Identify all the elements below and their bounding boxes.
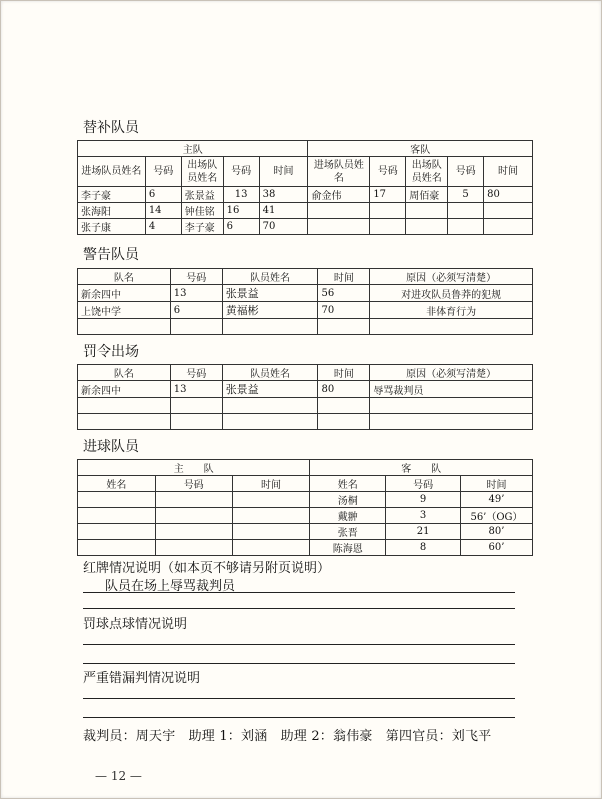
cell: [232, 540, 310, 556]
cell: 5: [448, 187, 484, 203]
cell: 李子豪: [78, 187, 146, 203]
cell: 9: [386, 492, 461, 508]
cell: [232, 492, 310, 508]
cell: 张子康: [78, 219, 146, 235]
cell: [78, 540, 156, 556]
divider-line: [83, 698, 515, 699]
errors-title: 严重错漏判情况说明: [83, 671, 201, 686]
cell: [484, 203, 533, 219]
cell: [484, 219, 533, 235]
cell: [78, 508, 156, 524]
cell: [170, 398, 222, 414]
cell: 李子豪: [181, 219, 223, 235]
cell: 张景益: [181, 187, 223, 203]
cell: [78, 319, 171, 335]
cell: [406, 219, 448, 235]
cell: 非体育行为: [370, 302, 533, 319]
cell: 张海阳: [78, 203, 146, 219]
away-team-header: 客 队: [310, 460, 533, 476]
substitutes-table: [77, 140, 533, 235]
substitutes-title: 替补队员: [83, 120, 139, 136]
col-reason: 原因（必须写清楚）: [370, 269, 533, 285]
cell: 3: [386, 508, 461, 524]
col-team: 队名: [78, 269, 171, 285]
cell: 周佰豪: [406, 187, 448, 203]
col-player: 队员姓名: [222, 365, 318, 381]
col-in-player: 进场队员姓名: [78, 157, 146, 187]
cell: 41: [259, 203, 308, 219]
col-time: 时间: [484, 157, 533, 187]
divider-line: [83, 717, 515, 718]
cell: [318, 414, 370, 430]
table-row: [78, 319, 533, 335]
cell: 黄福彬: [222, 302, 318, 319]
cell: 49’: [461, 492, 533, 508]
cell: [78, 524, 156, 540]
cell: [78, 414, 171, 430]
cell: 新余四中: [78, 381, 171, 398]
cell: 13: [170, 285, 222, 302]
penalty-title: 罚球点球情况说明: [83, 617, 188, 632]
cell: 80’: [461, 524, 533, 540]
col-time: 时间: [318, 365, 370, 381]
cell: 70: [318, 302, 370, 319]
col-team: 队名: [78, 365, 171, 381]
col-out-player: 出场队员姓名: [406, 157, 448, 187]
col-name: 姓名: [78, 476, 156, 492]
cell: [155, 492, 232, 508]
red-card-title: 红牌情况说明（如本页不够请另附页说明）: [83, 561, 331, 576]
cell: [318, 319, 370, 335]
cell: 6: [170, 302, 222, 319]
col-time: 时间: [318, 269, 370, 285]
red-card-text: 队员在场上辱骂裁判员: [105, 579, 236, 594]
cell: [370, 414, 533, 430]
cell: 新余四中: [78, 285, 171, 302]
sendoffs-table: [77, 364, 533, 430]
cell: [406, 203, 448, 219]
cell: [370, 398, 533, 414]
cell: 俞金伟: [308, 187, 370, 203]
cell: [155, 540, 232, 556]
cell: 8: [386, 540, 461, 556]
cell: 14: [145, 203, 181, 219]
cell: [78, 398, 171, 414]
table-row: [78, 285, 533, 302]
cell: [155, 524, 232, 540]
col-player: 队员姓名: [222, 269, 318, 285]
cell: [222, 414, 318, 430]
divider-line: [83, 644, 515, 645]
table-row: [78, 381, 533, 398]
table-row: [78, 398, 533, 414]
cell: [448, 219, 484, 235]
cell: [232, 524, 310, 540]
table-row: [78, 414, 533, 430]
table-row: [78, 540, 533, 556]
table-row: [78, 219, 533, 235]
col-out-player: 出场队员姓名: [181, 157, 223, 187]
cautions-table: [77, 268, 533, 335]
cell: 13: [223, 187, 259, 203]
cell: [370, 203, 406, 219]
cell: 21: [386, 524, 461, 540]
cell: 辱骂裁判员: [370, 381, 533, 398]
col-out-number: 号码: [223, 157, 259, 187]
cell: [155, 508, 232, 524]
cell: 80: [484, 187, 533, 203]
divider-line: [83, 663, 515, 664]
col-name: 姓名: [310, 476, 386, 492]
cell: 16: [223, 203, 259, 219]
cell: 张晋: [310, 524, 386, 540]
col-number: 号码: [170, 269, 222, 285]
cell: 38: [259, 187, 308, 203]
cell: 张景益: [222, 285, 318, 302]
cell: [170, 414, 222, 430]
cell: 80: [318, 381, 370, 398]
cell: 汤桐: [310, 492, 386, 508]
cell: 戴翀: [310, 508, 386, 524]
cell: [308, 203, 370, 219]
table-row: [78, 492, 533, 508]
cell: 4: [145, 219, 181, 235]
home-team-header: 主 队: [78, 460, 310, 476]
col-time: 时间: [461, 476, 533, 492]
cell: 上饶中学: [78, 302, 171, 319]
col-time: 时间: [232, 476, 310, 492]
goals-title: 进球队员: [83, 439, 139, 455]
cell: [370, 219, 406, 235]
col-in-number: 号码: [145, 157, 181, 187]
cell: 60’: [461, 540, 533, 556]
table-row: [78, 508, 533, 524]
cell: [318, 398, 370, 414]
divider-line: [83, 592, 515, 593]
table-row: [78, 203, 533, 219]
cell: 56: [318, 285, 370, 302]
cell: 17: [370, 187, 406, 203]
col-number: 号码: [170, 365, 222, 381]
cell: [232, 508, 310, 524]
cell: 56’（OG）: [461, 508, 533, 524]
cell: [448, 203, 484, 219]
cell: 13: [170, 381, 222, 398]
col-out-number: 号码: [448, 157, 484, 187]
col-number: 号码: [386, 476, 461, 492]
goals-table: [77, 459, 533, 556]
col-number: 号码: [155, 476, 232, 492]
page-number: — 12 —: [95, 769, 142, 783]
cell: [308, 219, 370, 235]
cell: 陈海恩: [310, 540, 386, 556]
cell: [170, 319, 222, 335]
cautions-title: 警告队员: [83, 247, 139, 263]
table-row: [78, 524, 533, 540]
col-in-player: 进场队员姓名: [308, 157, 370, 187]
table-row: [78, 187, 533, 203]
cell: 6: [145, 187, 181, 203]
cell: [222, 398, 318, 414]
cell: [222, 319, 318, 335]
sendoffs-title: 罚令出场: [83, 344, 139, 360]
cell: 张景益: [222, 381, 318, 398]
table-row: [78, 302, 533, 319]
cell: 对进攻队员鲁莽的犯规: [370, 285, 533, 302]
cell: [370, 319, 533, 335]
cell: [78, 492, 156, 508]
home-team-header: 主队: [78, 141, 308, 157]
cell: 6: [223, 219, 259, 235]
officials-line: 裁判员：周天宇 助理 1：刘涵 助理 2：翁伟豪 第四官员：刘飞平: [83, 729, 492, 744]
cell: 70: [259, 219, 308, 235]
divider-line: [83, 608, 515, 609]
col-reason: 原因（必须写清楚）: [370, 365, 533, 381]
col-time: 时间: [259, 157, 308, 187]
col-in-number: 号码: [370, 157, 406, 187]
cell: 钟佳铭: [181, 203, 223, 219]
away-team-header: 客队: [308, 141, 533, 157]
